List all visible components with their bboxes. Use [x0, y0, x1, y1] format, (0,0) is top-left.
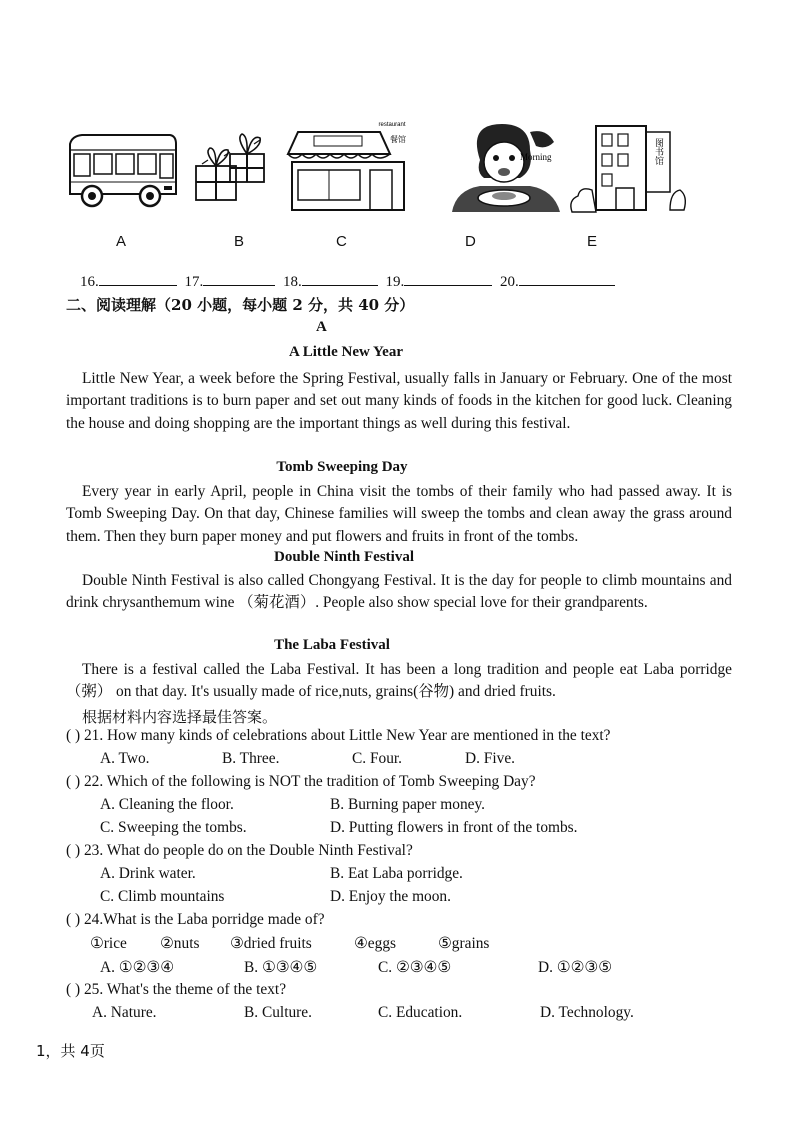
list-item: ③dried fruits	[230, 935, 312, 952]
list-item: ⑤grains	[438, 935, 490, 952]
question-stem: ( ) 23. What do people do on the Double Ninth Festival?	[66, 842, 413, 859]
blank-label: 20.	[500, 274, 519, 290]
passage-text: Double Ninth Festival is also called Chongyang Festival. It is the day for people to climb mountains and drink chrysanthemum wine （菊花酒）. People also show special love for their grandparents.	[66, 572, 732, 612]
option[interactable]: B. Burning paper money.	[330, 796, 486, 813]
option[interactable]: A. Cleaning the floor.	[100, 796, 234, 813]
option[interactable]: C. ②③④⑤	[378, 959, 452, 976]
passage-title: Tomb Sweeping Day	[276, 459, 408, 475]
option[interactable]: B. ①③④⑤	[244, 959, 318, 976]
option[interactable]: C. Sweeping the tombs.	[100, 819, 247, 836]
blank-label: 18.	[283, 274, 302, 290]
option[interactable]: B. Three.	[222, 750, 280, 767]
option[interactable]: B. Eat Laba porridge.	[330, 865, 463, 882]
passage-title: The Laba Festival	[274, 637, 390, 653]
blank-18[interactable]	[302, 271, 378, 286]
blank-label: 17.	[184, 274, 204, 290]
blank-label: 16.	[80, 274, 99, 290]
passage-text: There is a festival called the Laba Festival. It has been a long tradition and people eat Laba porridge（粥） on that day. It's usually made of rice,nuts, grains(谷物) and dried fruits.	[66, 661, 732, 701]
letter-c: C	[336, 233, 347, 250]
option[interactable]: D. Putting flowers in front of the tombs.	[330, 819, 578, 836]
instruction: 根据材料内容选择最佳答案。	[82, 708, 278, 726]
picture-row	[0, 118, 794, 228]
passage-title: A Little New Year	[289, 344, 403, 360]
option[interactable]: C. Climb mountains	[100, 888, 225, 905]
girl-caption: Morning	[520, 152, 552, 162]
question-stem: ( ) 24.What is the Laba porridge made of?	[66, 911, 325, 928]
letter-d: D	[465, 233, 476, 250]
option[interactable]: A. Drink water.	[100, 865, 196, 882]
library-icon	[566, 122, 690, 214]
page-footer: 1，共 4页	[36, 1042, 105, 1060]
question-stem: ( ) 22. Which of the following is NOT the tradition of Tomb Sweeping Day?	[66, 773, 536, 790]
blank-19[interactable]	[404, 271, 492, 286]
girl-breakfast-icon	[450, 120, 566, 214]
option[interactable]: A. Two.	[100, 750, 150, 767]
list-item: ②nuts	[160, 935, 200, 952]
list-item: ①rice	[90, 935, 127, 952]
option[interactable]: D. Enjoy the moon.	[330, 888, 451, 905]
blank-16[interactable]	[99, 271, 177, 286]
question-stem: ( ) 25. What's the theme of the text?	[66, 981, 287, 998]
letter-b: B	[234, 233, 245, 250]
option[interactable]: C. Four.	[352, 750, 403, 767]
blank-20[interactable]	[519, 271, 615, 286]
passage-title: Double Ninth Festival	[273, 549, 414, 565]
section-heading: 二、阅读理解（20 小题，每小题 2 分，共 40 分）	[66, 296, 415, 314]
library-sign: 图书馆	[653, 138, 663, 165]
passage-letter: A	[316, 319, 327, 335]
letter-a: A	[116, 233, 127, 250]
option[interactable]: D. Technology.	[540, 1004, 634, 1021]
letter-e: E	[587, 233, 598, 250]
passage-text: Every year in early April, people in China visit the tombs of their family who had passed away. It is Tomb Sweeping Day. On that day, Chinese families will sweep the tombs and clean away the grass around them. Then they burn paper money and put flowers and fruits in front of the tombs.	[66, 483, 732, 545]
answer-blanks	[80, 271, 619, 291]
list-item: ④eggs	[354, 935, 397, 952]
gift-icon	[190, 126, 274, 206]
option[interactable]: D. Five.	[465, 750, 516, 767]
option[interactable]: B. Culture.	[244, 1004, 312, 1021]
passage-text: Little New Year, a week before the Spring Festival, usually falls in January or February. One of the most important traditions is to burn paper and set out many kinds of foods in the kitchen for good luck. Cleaning the house and doing shopping are the important things as well during this festival.	[66, 370, 732, 432]
question-stem: ( ) 21. How many kinds of celebrations about Little New Year are mentioned in the text?	[66, 727, 611, 744]
restaurant-sign-en: restaurant	[378, 122, 406, 128]
restaurant-icon	[284, 118, 410, 214]
restaurant-sign-cn: 餐馆	[390, 135, 406, 144]
bus-icon	[62, 130, 180, 212]
option[interactable]: D. ①②③⑤	[538, 959, 612, 976]
picture-letters	[0, 233, 794, 253]
blank-17[interactable]	[203, 271, 275, 286]
blank-label: 19.	[385, 274, 405, 290]
option[interactable]: C. Education.	[378, 1004, 463, 1021]
option[interactable]: A. Nature.	[92, 1004, 157, 1021]
option[interactable]: A. ①②③④	[100, 959, 174, 976]
